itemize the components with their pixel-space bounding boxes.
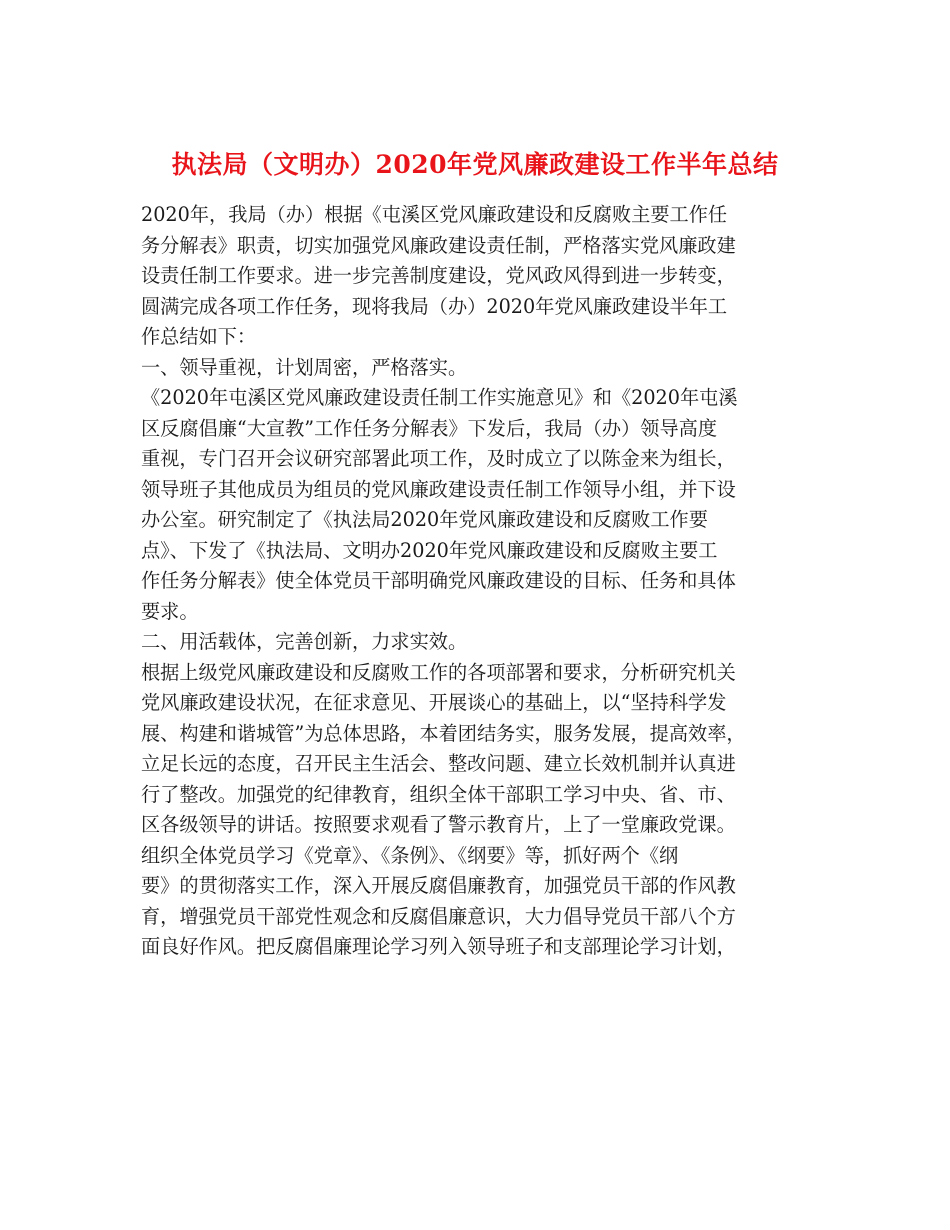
- section-heading-1: 一、领导重视，计划周密，严格落实。: [141, 355, 468, 379]
- body-line: 领导班子其他成员为组员的党风廉政建设责任制工作领导小组，并下设: [141, 477, 736, 501]
- body-line: 要》的贯彻落实工作，深入开展反腐倡廉教育，加强党员干部的作风教: [141, 874, 736, 897]
- body-line: 育，增强党员干部党性观念和反腐倡廉意识，大力倡导党员干部八个方: [141, 904, 736, 928]
- document-body: [141, 200, 821, 963]
- body-line: 区各级领导的讲话。按照要求观看了警示教育片，上了一堂廉政党课。: [141, 813, 736, 836]
- body-line: 行了整改。加强党的纪律教育，组织全体干部职工学习中央、省、市、: [141, 782, 736, 806]
- body-line: 务分解表》职责，切实加强党风廉政建设责任制，严格落实党风廉政建: [141, 233, 736, 257]
- body-line: 设责任制工作要求。进一步完善制度建设，党风政风得到进一步转变，: [141, 264, 736, 287]
- body-line: 办公室。研究制定了《执法局2020年党风廉政建设和反腐败工作要: [141, 508, 708, 531]
- body-line: 作任务分解表》使全体党员干部明确党风廉政建设的目标、任务和具体: [141, 569, 736, 592]
- body-line: 党风廉政建设状况，在征求意见、开展谈心的基础上，以“坚持科学发: [141, 691, 727, 714]
- body-line: 根据上级党风廉政建设和反腐败工作的各项部署和要求，分析研究机关: [141, 660, 736, 684]
- body-line: 作总结如下：: [141, 325, 257, 348]
- body-line: 点》、下发了《执法局、文明办2020年党风廉政建设和反腐败主要工: [141, 538, 718, 562]
- body-line: 组织全体党员学习《党章》、《条例》、《纲要》等，抓好两个《纲: [141, 843, 679, 867]
- section-heading-2: 二、用活载体，完善创新，力求实效。: [141, 630, 468, 653]
- body-line: 圆满完成各项工作任务，现将我局（办）2020年党风廉政建设半年工: [141, 294, 728, 318]
- body-line: 重视，专门召开会议研究部署此项工作，及时成立了以陈金来为组长，: [141, 447, 736, 470]
- body-line: 区反腐倡廉“大宣教”工作任务分解表》下发后，我局（办）领导高度: [141, 416, 718, 440]
- body-line: 要求。: [141, 599, 199, 623]
- document-title: 执法局（文明办）2020年党风廉政建设工作半年总结: [171, 149, 779, 179]
- body-line: 立足长远的态度，召开民主生活会、整改问题、建立长效机制并认真进: [141, 752, 736, 775]
- body-line: 展、构建和谐城管”为总体思路，本着团结务实，服务发展，提高效率，: [141, 721, 746, 745]
- body-line: 面良好作风。把反腐倡廉理论学习列入领导班子和支部理论学习计划，: [141, 935, 736, 958]
- body-line: 2020年，我局（办）根据《屯溪区党风廉政建设和反腐败主要工作任: [141, 203, 728, 226]
- body-line: 《2020年屯溪区党风廉政建设责任制工作实施意见》和《2020年屯溪: [141, 386, 738, 409]
